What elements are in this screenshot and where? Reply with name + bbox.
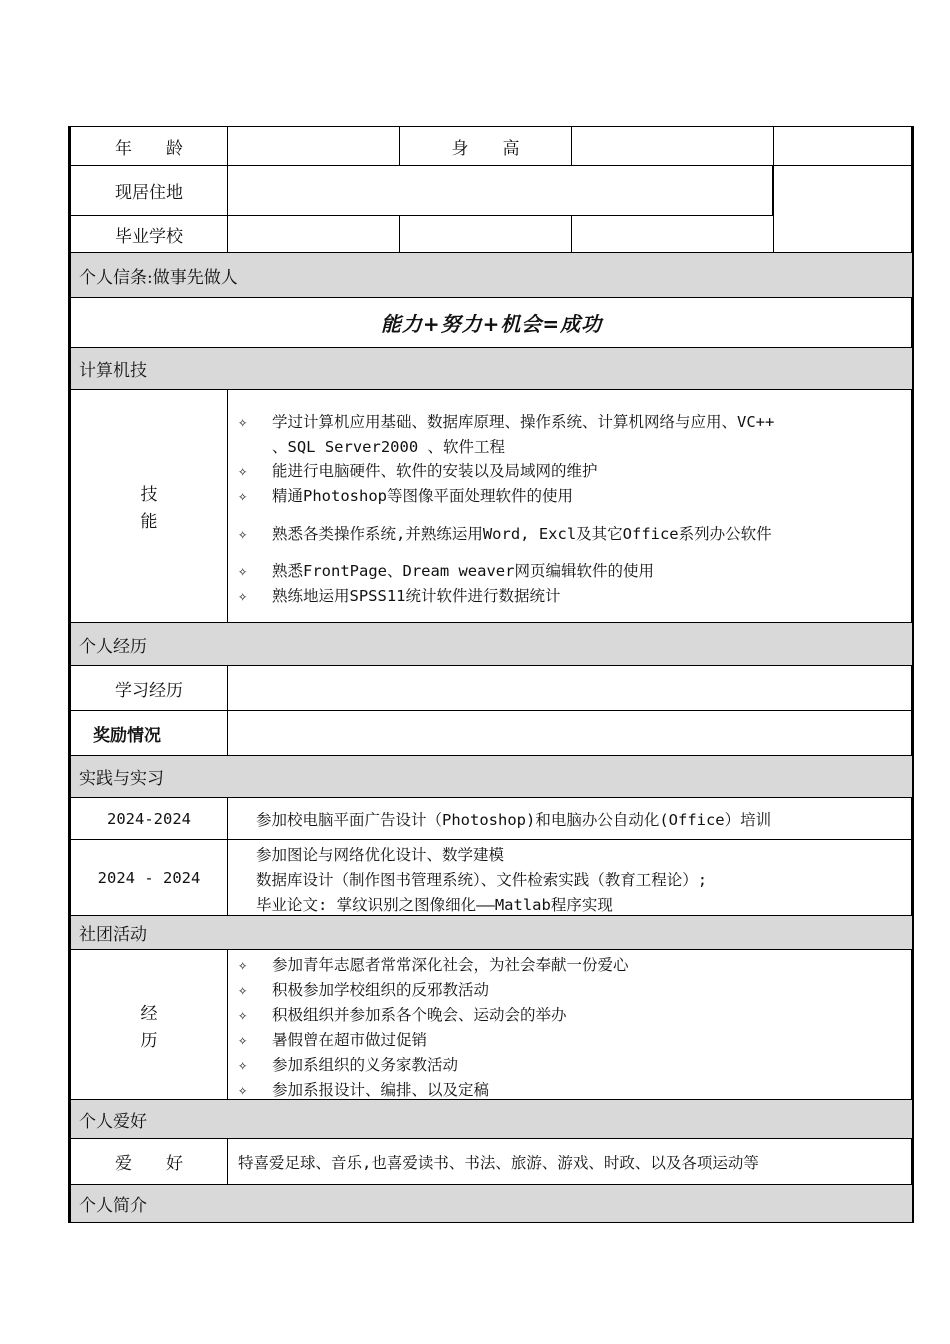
address-label: 现居住地 [71,166,228,215]
practice-row-1 [71,798,912,840]
motto-row [71,298,912,348]
club-item: ✧ 暑假曾在超市做过促销 [238,1031,428,1049]
motto-text: 能力+努力+机会=成功 [380,312,603,336]
diamond-bullet-icon: ✧ [238,1031,248,1049]
diamond-bullet-icon: ✧ [238,956,248,974]
age-label: 年 龄 [71,127,228,165]
diamond-bullet-icon: ✧ [238,1081,248,1099]
club-row [71,950,912,1100]
skill-item: ✧ 精通Photoshop等图像平面处理软件的使用 [238,487,573,505]
club-item: ✧ 参加系报设计、编排、以及定稿 [238,1081,490,1099]
club-item: ✧ 积极参加学校组织的反邪教活动 [238,981,490,999]
diamond-bullet-icon: ✧ [238,562,248,580]
skills-label-1: 技 [140,485,158,505]
diamond-bullet-icon: ✧ [238,487,248,505]
club-item: ✧ 参加青年志愿者常常深化社会，为社会奉献一份爱心 [238,956,629,974]
photo-divider [773,127,774,253]
diamond-bullet-icon: ✧ [238,1006,248,1024]
school-extra-1[interactable] [400,216,572,253]
intro-section-bar [71,1185,912,1223]
education-value[interactable] [228,666,912,710]
skills-label-2: 能 [140,512,158,532]
school-extra-2[interactable] [572,216,774,253]
awards-value[interactable] [228,711,912,755]
skill-item: ✧ 能进行电脑硬件、软件的安装以及局域网的维护 [238,462,598,480]
practice-period: 2024 - 2024 [71,840,228,915]
basic-row-age [71,127,912,166]
club-list [238,950,906,1099]
skills-list [238,390,906,622]
diamond-bullet-icon: ✧ [238,1056,248,1074]
skill-item: ✧ 学过计算机应用基础、数据库原理、操作系统、计算机网络与应用、VC++ [238,413,775,431]
skill-item-continued: 、SQL Server2000 、软件工程 [272,438,505,456]
basic-row-address [71,166,773,216]
club-section-bar [71,916,912,950]
hobby-row [71,1139,912,1185]
awards-label: 奖励情况 [71,711,228,755]
height-label: 身 高 [400,127,572,165]
club-item: ✧ 参加系组织的义务家教活动 [238,1056,459,1074]
experience-section-title: 个人经历 [79,636,147,657]
practice-row-2 [71,840,912,916]
awards-row [71,711,912,756]
age-value[interactable] [228,127,400,165]
diamond-bullet-icon: ✧ [238,525,248,543]
club-item: ✧ 积极组织并参加系各个晚会、运动会的举办 [238,1006,567,1024]
diamond-bullet-icon: ✧ [238,981,248,999]
height-value[interactable] [572,127,774,165]
experience-section-bar [71,623,912,666]
school-value[interactable] [228,216,400,253]
hobby-section-bar [71,1100,912,1139]
diamond-bullet-icon: ✧ [238,413,248,431]
skills-section-title: 计算机技 [79,361,147,381]
club-label-1: 经 [140,1003,158,1024]
practice-period: 2024-2024 [71,798,228,839]
skill-item: ✧ 熟悉各类操作系统,并熟练运用Word, Excl及其它Office系列办公软件 [238,525,772,543]
motto-section-title: 个人信条:做事先做人 [79,267,238,288]
basic-row-school [71,216,773,253]
motto-section-bar [71,253,912,298]
hobby-section-title: 个人爱好 [79,1111,147,1132]
practice-section-title: 实践与实习 [79,769,164,789]
club-label-cell [71,950,228,1099]
club-section-title: 社团活动 [79,925,147,945]
diamond-bullet-icon: ✧ [238,587,248,605]
skills-label-cell [71,390,228,622]
diamond-bullet-icon: ✧ [238,462,248,480]
intro-section-title: 个人简介 [79,1196,147,1216]
education-row [71,666,912,711]
school-label: 毕业学校 [71,216,228,253]
practice-section-bar [71,756,912,798]
practice-desc: 参加图论与网络优化设计、数学建模 数据库设计（制作图书管理系统）、文件检索实践（教育工程论）; 毕业论文: 掌纹识别之图像细化——Matlab程序实现 [256,846,708,914]
skills-section-bar [71,348,912,390]
skill-item: ✧ 熟练地运用SPSS11统计软件进行数据统计 [238,587,561,605]
practice-desc: 参加校电脑平面广告设计（Photoshop)和电脑办公自动化(Office）培训 [256,810,772,829]
education-label: 学习经历 [71,666,228,710]
skills-row [71,390,912,623]
skill-item: ✧ 熟悉FrontPage、Dream weaver网页编辑软件的使用 [238,562,654,580]
address-value[interactable] [228,166,773,215]
club-label-2: 历 [140,1030,158,1051]
hobby-text: 特喜爱足球、音乐,也喜爱读书、书法、旅游、游戏、时政、以及各项运动等 [238,1153,759,1172]
hobby-label: 爱 好 [71,1139,228,1184]
